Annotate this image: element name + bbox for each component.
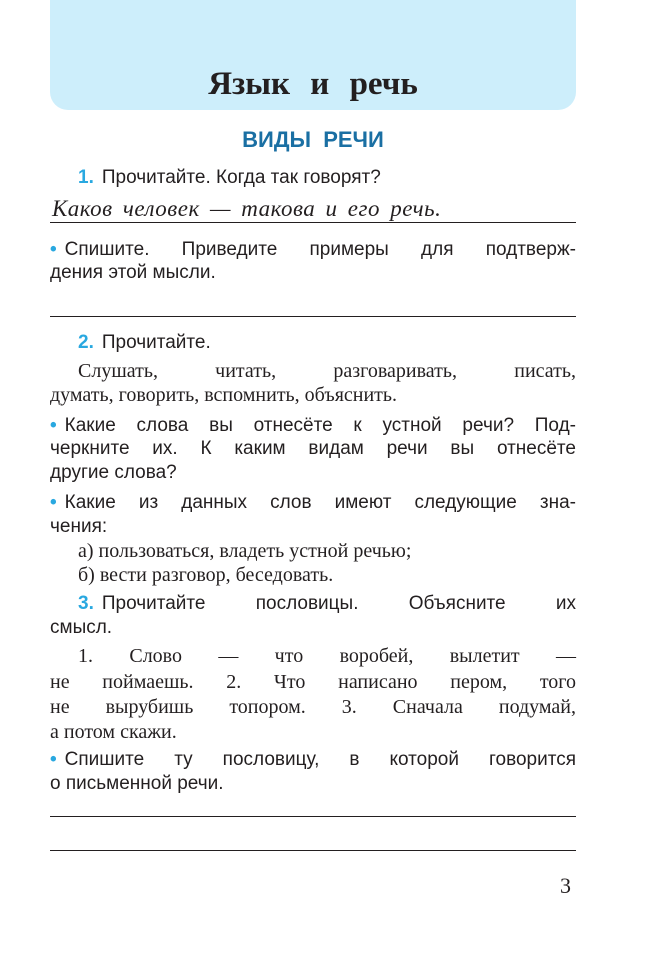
text-line: дения этой мысли.	[50, 262, 216, 283]
proverb-line: а потом скажи.	[50, 721, 177, 743]
chapter-title: Язык и речь	[208, 66, 418, 102]
exercise-number: 3.	[78, 593, 94, 614]
text-line: черкните их. К каким видам речи вы отнесёте	[50, 438, 576, 459]
bullet-icon: •	[50, 415, 57, 436]
bullet-line	[50, 748, 576, 772]
exercise-number: 1.	[78, 167, 94, 188]
bullet-icon: •	[50, 239, 57, 260]
writing-line[interactable]	[50, 850, 576, 851]
bullet-icon: •	[50, 492, 57, 513]
text: Спишите ту пословицу, в которой говорится	[64, 749, 576, 770]
text: Какие из данных слов имеют следующие зна-	[64, 492, 576, 513]
writing-line[interactable]	[50, 316, 576, 317]
task-text: Прочитайте.	[101, 332, 211, 353]
text-line: о письменной речи.	[50, 773, 224, 794]
text: Спишите. Приведите примеры для подтверж-	[64, 239, 576, 260]
header-banner	[50, 0, 576, 110]
text: Какие слова вы отнесёте к устной речи? Под-	[64, 415, 576, 436]
proverb-line: не поймаешь. 2. Что написано пером, того	[50, 671, 576, 693]
word-list-line: Слушать, читать, разговаривать, писать,	[78, 360, 576, 382]
text-line: смысл.	[50, 617, 113, 638]
meaning-a: а) пользоваться, владеть устной речью;	[78, 540, 412, 562]
text-line: чения:	[50, 516, 108, 537]
writing-line[interactable]	[50, 222, 576, 223]
writing-line[interactable]	[50, 816, 576, 817]
page-number: 3	[560, 873, 571, 898]
bullet-line	[50, 238, 576, 262]
proverb-line: не вырубишь топором. 3. Сначала подумай,	[50, 696, 576, 718]
task-text: Прочитайте. Когда так говорят?	[101, 167, 381, 188]
exercise-3-task	[50, 592, 576, 616]
proverb-line: 1. Слово — что воробей, вылетит —	[78, 645, 576, 667]
exercise-2-task	[50, 331, 576, 355]
bullet-line	[50, 414, 576, 438]
exercise-number: 2.	[78, 332, 94, 353]
task-text: Прочитайте пословицы. Объясните их	[101, 593, 576, 614]
bullet-line	[50, 491, 576, 515]
word-list-line: думать, говорить, вспомнить, объяснить.	[50, 384, 398, 406]
section-title: ВИДЫ РЕЧИ	[242, 127, 384, 152]
handwritten-answer: Каков человек — такова и его речь.	[52, 196, 442, 221]
text-line: другие слова?	[50, 462, 177, 483]
bullet-icon: •	[50, 749, 57, 770]
exercise-1-task	[50, 166, 576, 190]
meaning-b: б) вести разговор, беседовать.	[78, 564, 334, 586]
